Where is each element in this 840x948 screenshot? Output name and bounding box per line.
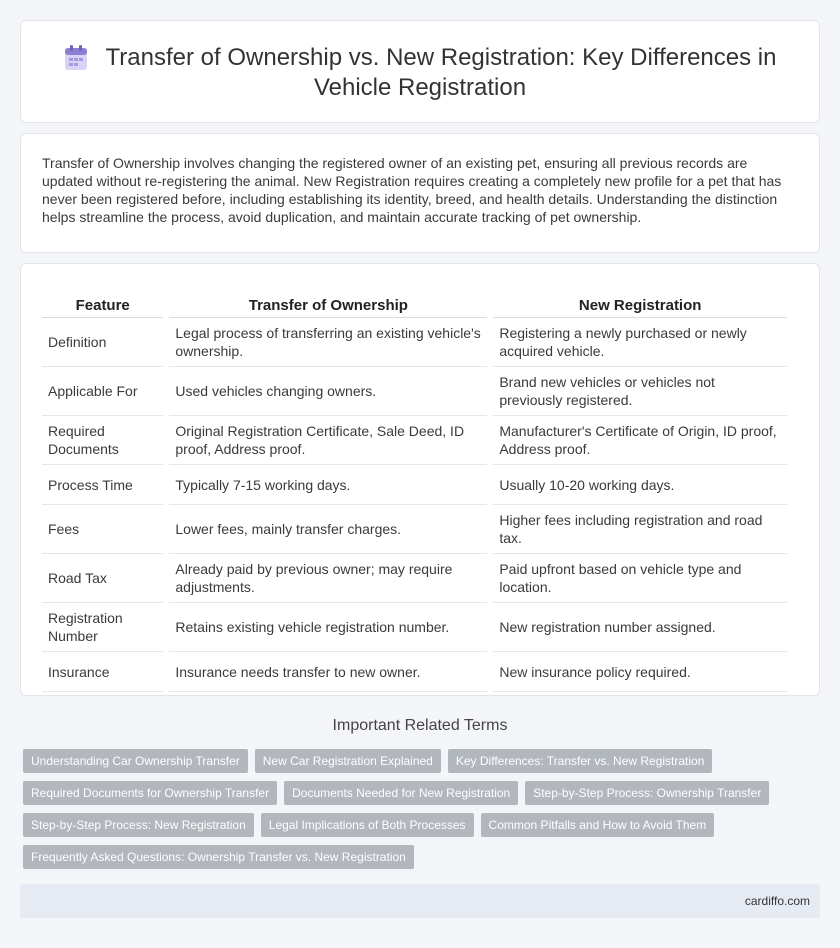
- transfer-cell: Lower fees, mainly transfer charges.: [169, 505, 487, 554]
- feature-cell: Insurance: [42, 652, 163, 692]
- related-terms-tags: [23, 749, 783, 877]
- header: [61, 43, 779, 103]
- comparison-table-card: [20, 263, 820, 696]
- feature-cell: Definition: [42, 318, 163, 367]
- new-registration-cell: New insurance policy required.: [493, 652, 787, 692]
- related-term-tag[interactable]: Legal Implications of Both Processes: [261, 813, 474, 837]
- new-registration-cell: Paid upfront based on vehicle type and location.: [493, 554, 787, 603]
- feature-cell: Fees: [42, 505, 163, 554]
- feature-cell: Registration Number: [42, 603, 163, 652]
- header-feature: Feature: [42, 290, 163, 318]
- tag-row: [23, 781, 783, 805]
- transfer-cell: Already paid by previous owner; may require adjustments.: [169, 554, 487, 603]
- table-row: [42, 603, 787, 652]
- new-registration-cell: Usually 10-20 working days.: [493, 465, 787, 505]
- new-registration-cell: Higher fees including registration and road tax.: [493, 505, 787, 554]
- related-term-tag[interactable]: Step-by-Step Process: Ownership Transfer: [525, 781, 769, 805]
- feature-cell: Required Documents: [42, 416, 163, 465]
- related-terms-title: Important Related Terms: [332, 717, 508, 734]
- feature-cell: Road Tax: [42, 554, 163, 603]
- new-registration-cell: Brand new vehicles or vehicles not previously registered.: [493, 367, 787, 416]
- header-card: [20, 20, 820, 123]
- tag-row: [23, 749, 783, 773]
- related-term-tag[interactable]: Understanding Car Ownership Transfer: [23, 749, 248, 773]
- transfer-cell: Used vehicles changing owners.: [169, 367, 487, 416]
- page-title: Transfer of Ownership vs. New Registration: Key Differences in Vehicle Registration: [105, 44, 777, 101]
- intro-card: [20, 133, 820, 253]
- table-row: [42, 652, 787, 692]
- related-term-tag[interactable]: Step-by-Step Process: New Registration: [23, 813, 254, 837]
- table-row: [42, 554, 787, 603]
- header-new-registration: New Registration: [493, 290, 787, 318]
- related-term-tag[interactable]: Common Pitfalls and How to Avoid Them: [481, 813, 715, 837]
- footer: [20, 884, 820, 918]
- tag-row: [23, 845, 783, 869]
- calendar-icon: [64, 45, 88, 71]
- table-row: [42, 367, 787, 416]
- related-term-tag[interactable]: New Car Registration Explained: [255, 749, 441, 773]
- header-transfer-of-ownership: Transfer of Ownership: [169, 290, 487, 318]
- transfer-cell: Typically 7-15 working days.: [169, 465, 487, 505]
- comparison-table: [36, 290, 793, 692]
- table-row: [42, 416, 787, 465]
- table-header-row: [42, 290, 787, 318]
- transfer-cell: Original Registration Certificate, Sale Deed, ID proof, Address proof.: [169, 416, 487, 465]
- intro-paragraph: Transfer of Ownership involves changing the registered owner of an existing pet, ensuring all previous records are updated without re-registering the animal. New Registration requires creating a completely new profile for a pet that has never been registered before, including establishing its identity, breed, and health details. Understanding the distinction helps streamline the process, avoid duplication, and maintain accurate tracking of pet ownership.: [42, 155, 782, 225]
- new-registration-cell: New registration number assigned.: [493, 603, 787, 652]
- transfer-cell: Insurance needs transfer to new owner.: [169, 652, 487, 692]
- footer-site-link[interactable]: cardiffo.com: [744, 894, 810, 908]
- tag-row: [23, 813, 783, 837]
- related-term-tag[interactable]: Documents Needed for New Registration: [284, 781, 518, 805]
- new-registration-cell: Manufacturer's Certificate of Origin, ID proof, Address proof.: [493, 416, 787, 465]
- related-term-tag[interactable]: Frequently Asked Questions: Ownership Transfer vs. New Registration: [23, 845, 414, 869]
- transfer-cell: Retains existing vehicle registration number.: [169, 603, 487, 652]
- feature-cell: Process Time: [42, 465, 163, 505]
- transfer-cell: Legal process of transferring an existing vehicle's ownership.: [169, 318, 487, 367]
- related-term-tag[interactable]: Required Documents for Ownership Transfer: [23, 781, 277, 805]
- table-row: [42, 318, 787, 367]
- related-term-tag[interactable]: Key Differences: Transfer vs. New Registration: [448, 749, 713, 773]
- new-registration-cell: Registering a newly purchased or newly acquired vehicle.: [493, 318, 787, 367]
- table-row: [42, 465, 787, 505]
- table-row: [42, 505, 787, 554]
- feature-cell: Applicable For: [42, 367, 163, 416]
